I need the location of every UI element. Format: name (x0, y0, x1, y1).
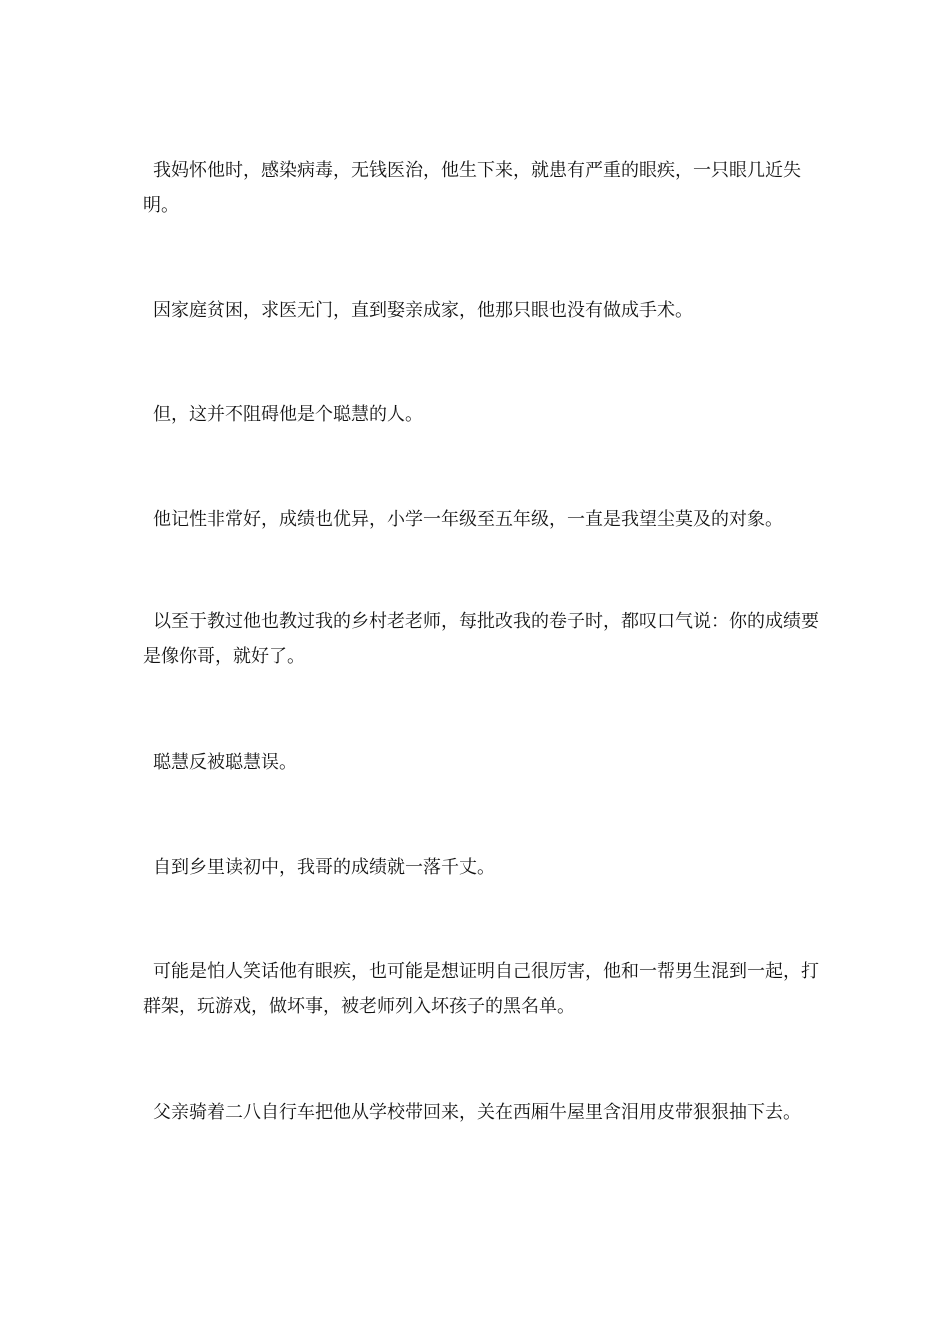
paragraph-1: 我妈怀他时，感染病毒，无钱医治，他生下来，就患有严重的眼疾，一只眼几近失明。 (143, 160, 801, 216)
paragraph-8: 可能是怕人笑话他有眼疾，也可能是想证明自己很厉害，他和一帮男生混到一起，打群架，玩游戏，做坏事，被老师列入坏孩子的黑名单。 (143, 961, 819, 1017)
paragraph-9: 父亲骑着二八自行车把他从学校带回来，关在西厢牛屋里含泪用皮带狠狠抽下去。 (153, 1102, 801, 1123)
paragraph-5: 以至于教过他也教过我的乡村老老师，每批改我的卷子时，都叹口气说：你的成绩要是像你哥，就好了。 (143, 611, 819, 667)
paragraph-3: 但，这并不阻碍他是个聪慧的人。 (153, 404, 423, 425)
paragraph-6: 聪慧反被聪慧误。 (153, 752, 297, 773)
paragraph-2: 因家庭贫困，求医无门，直到娶亲成家，他那只眼也没有做成手术。 (153, 300, 693, 321)
paragraph-4: 他记性非常好，成绩也优异，小学一年级至五年级，一直是我望尘莫及的对象。 (153, 509, 783, 530)
paragraph-7: 自到乡里读初中，我哥的成绩就一落千丈。 (153, 857, 495, 878)
